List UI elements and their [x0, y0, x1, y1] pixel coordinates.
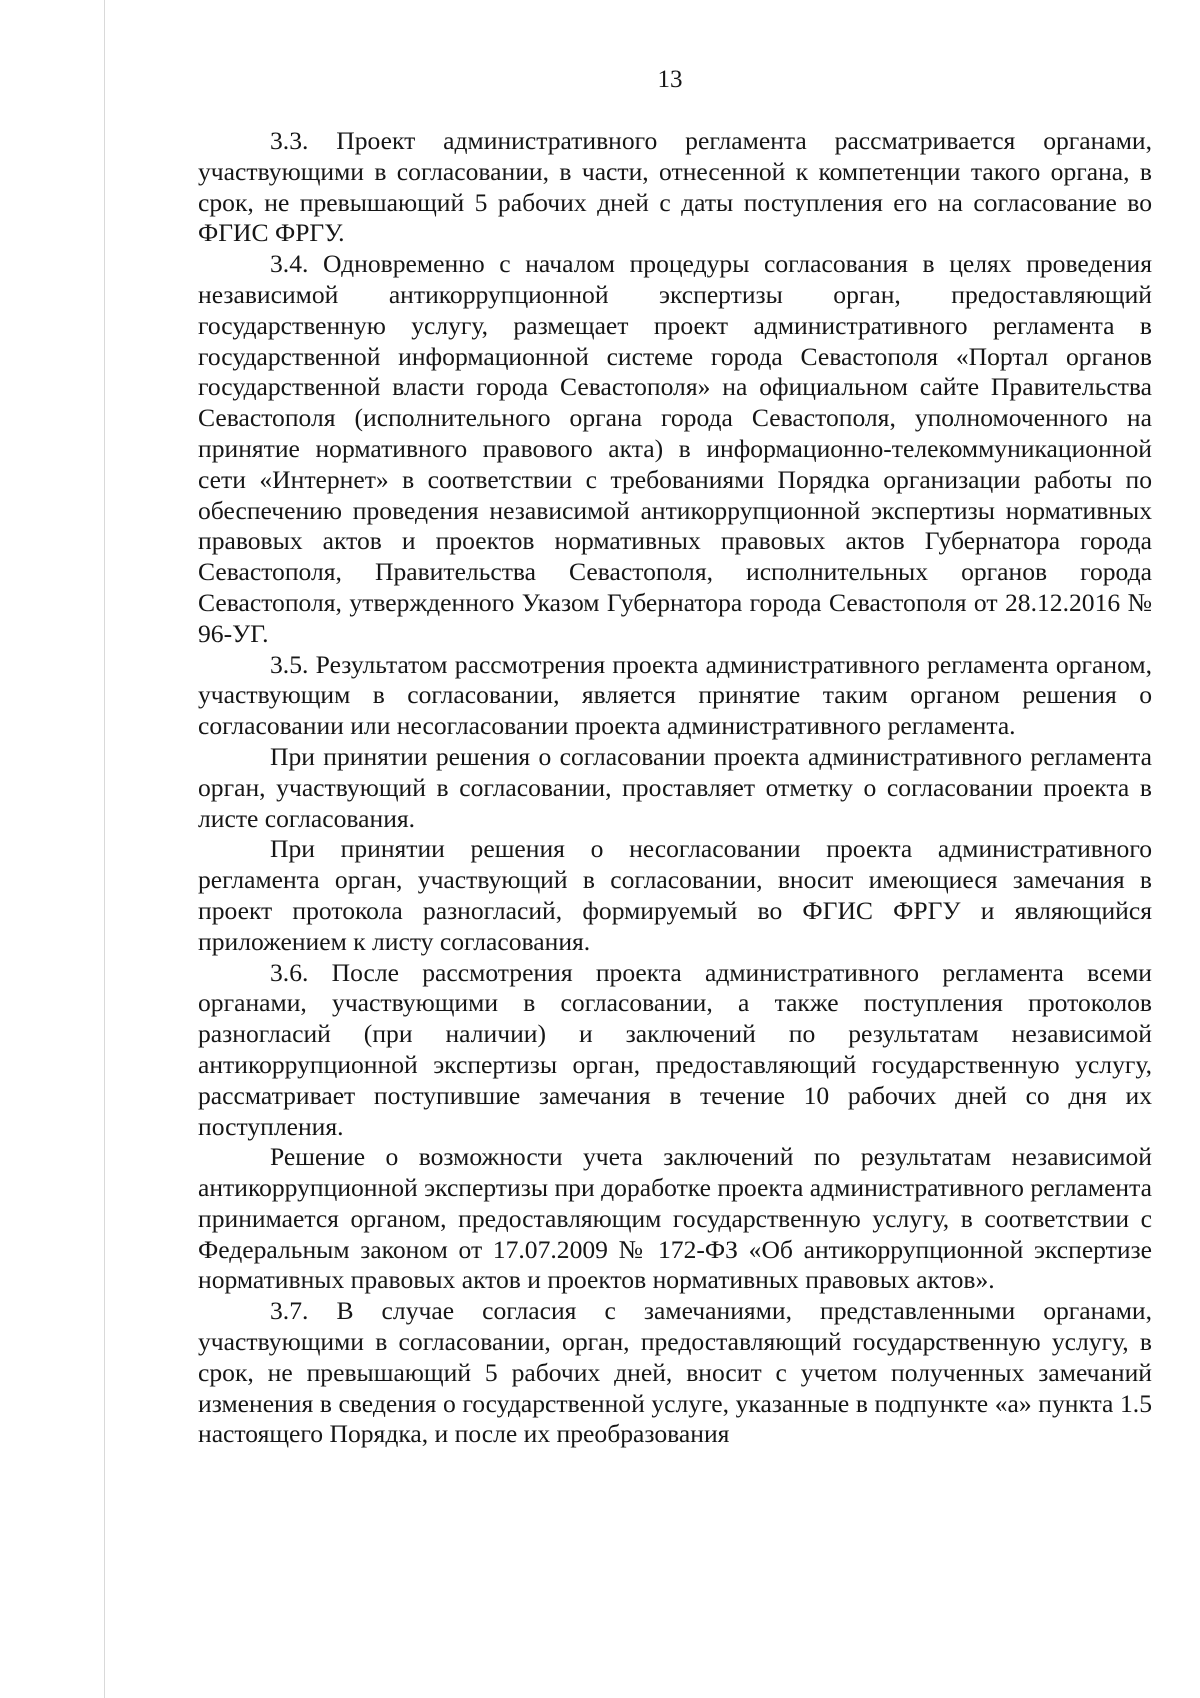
paragraph-3-7: 3.7. В случае согласия с замечаниями, представленными органами, участвующими в согласовании, орган, предоставляющий государственную услугу, в срок, не превышающий 5 рабочих дней, вносит с учетом полученных замечаний изменения в сведения о государственной услуге, указанные в подпункте «а» пункта 1.5 настоящего Порядка, и после их преобразования — [198, 1296, 1152, 1449]
paragraph-expertise-decision: Решение о возможности учета заключений по результатам независимой антикоррупционной экспертизы при доработке проекта административного регламента принимается органом, предоставляющим государственную услугу, в соответствии с Федеральным законом от 17.07.2009 № 172-ФЗ «Об антикоррупционной экспертизе нормативных правовых актов и проектов нормативных правовых актов». — [198, 1142, 1152, 1295]
document-body — [198, 126, 1152, 1450]
paragraph-disapproval-decision: При принятии решения о несогласовании проекта административного регламента орган, участвующий в согласовании, вносит имеющиеся замечания в проект протокола разногласий, формируемый во ФГИС ФРГУ и являющийся приложением к листу согласования. — [198, 834, 1152, 956]
scan-edge-line — [104, 0, 105, 1698]
paragraph-3-4: 3.4. Одновременно с началом процедуры согласования в целях проведения независимой антикоррупционной экспертизы орган, предоставляющий государственную услугу, размещает проект административного регламента в государственной информационной системе города Севастополя «Портал органов государственной власти города Севастополя» на официальном сайте Правительства Севастополя (исполнительного органа города Севастополя, уполномоченного на принятие нормативного правового акта) в информационно-телекоммуникационной сети «Интернет» в соответствии с требованиями Порядка организации работы по обеспечению проведения независимой антикоррупционной экспертизы нормативных правовых актов и проектов нормативных правовых актов Губернатора города Севастополя, Правительства Севастополя, исполнительных органов города Севастополя, утвержденного Указом Губернатора города Севастополя от 28.12.2016 № 96-УГ. — [198, 249, 1152, 648]
paragraph-3-5: 3.5. Результатом рассмотрения проекта административного регламента органом, участвующим в согласовании, является принятие таким органом решения о согласовании или несогласовании проекта административного регламента. — [198, 649, 1152, 741]
paragraph-approval-decision: При принятии решения о согласовании проекта административного регламента орган, участвующий в согласовании, проставляет отметку о согласовании проекта в листе согласования. — [198, 741, 1152, 833]
paragraph-3-6: 3.6. После рассмотрения проекта административного регламента всеми органами, участвующими в согласовании, а также поступления протоколов разногласий (при наличии) и заключений по результатам независимой антикоррупционной экспертизы орган, предоставляющий государственную услугу, рассматривает поступившие замечания в течение 10 рабочих дней со дня их поступления. — [198, 957, 1152, 1141]
paragraph-3-3: 3.3. Проект административного регламента рассматривается органами, участвующими в согласовании, в части, отнесенной к компетенции такого органа, в срок, не превышающий 5 рабочих дней с даты поступления его на согласование во ФГИС ФРГУ. — [198, 126, 1152, 248]
page-number: 13 — [657, 66, 683, 93]
